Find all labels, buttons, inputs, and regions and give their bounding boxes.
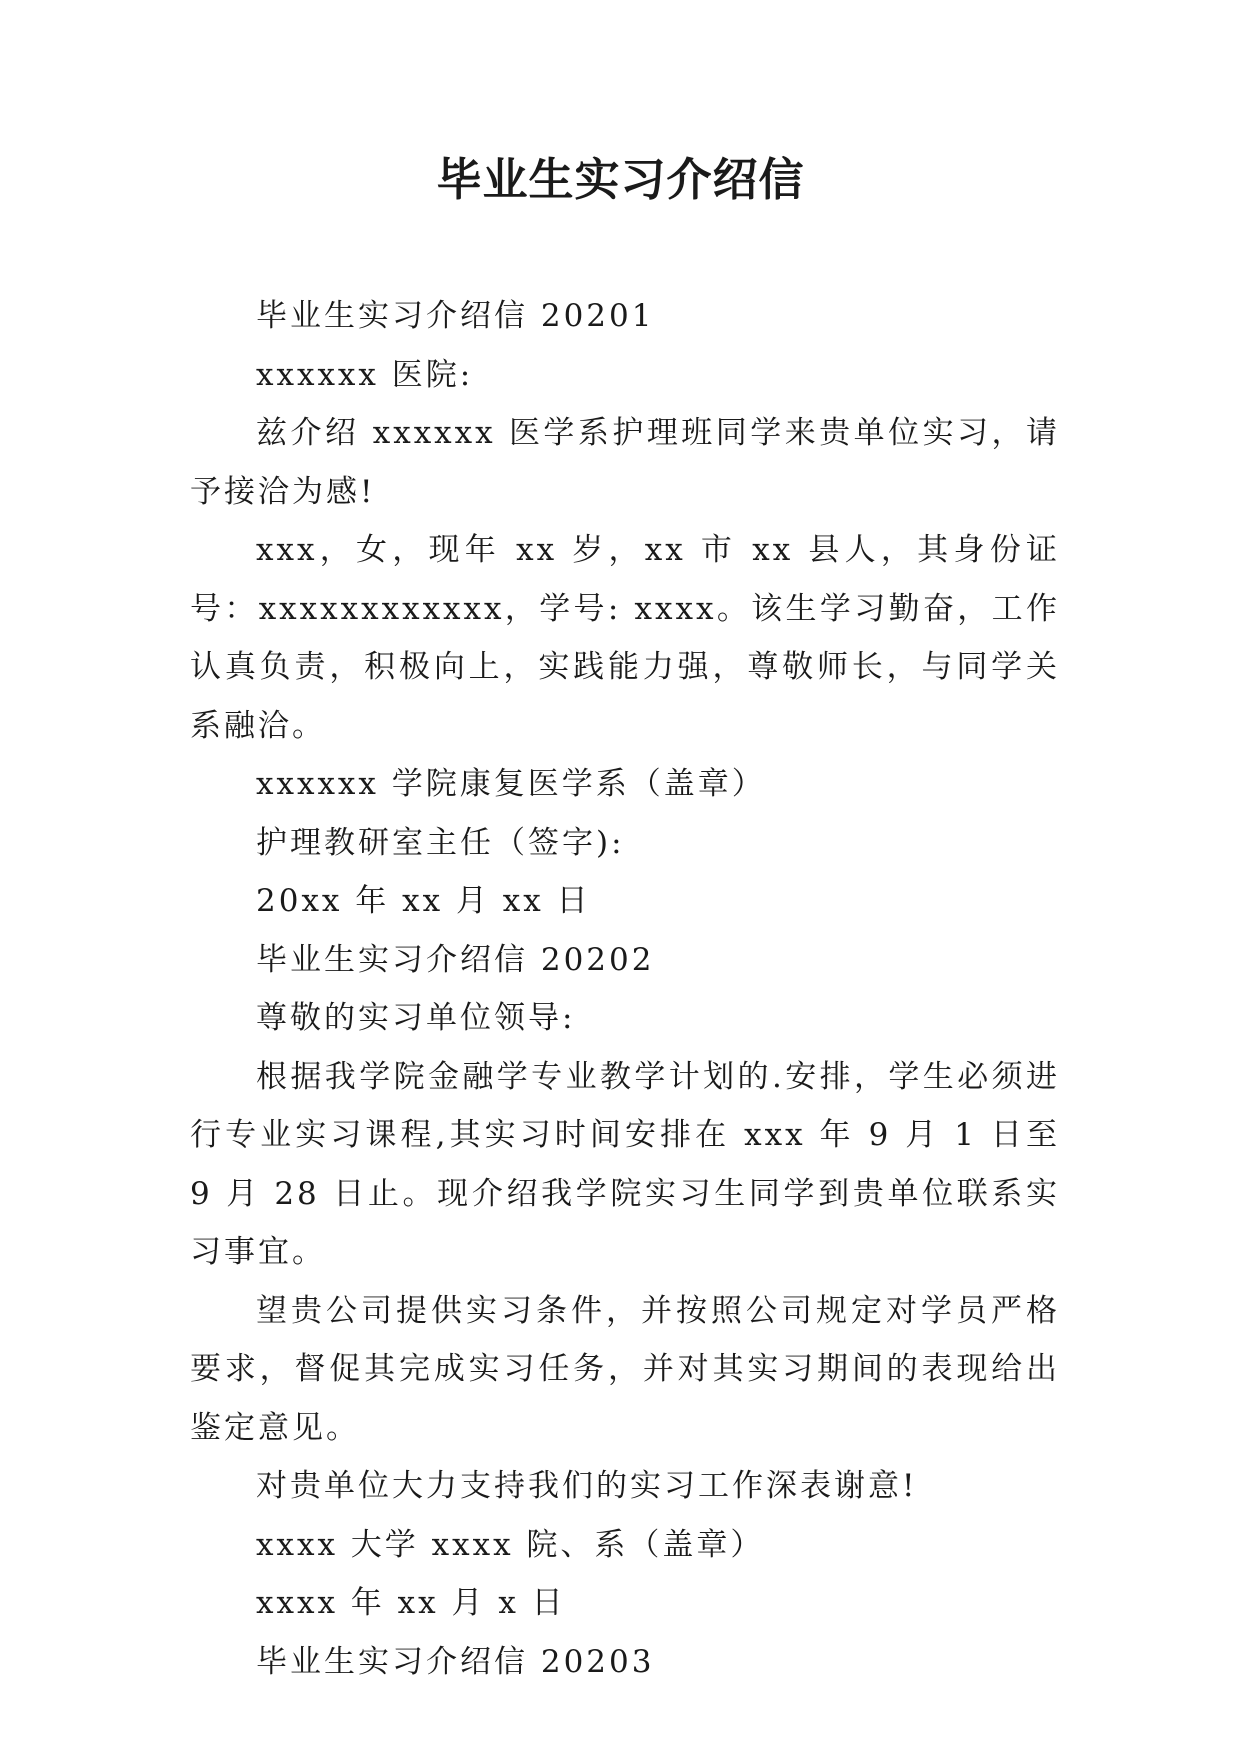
paragraph-letter-2-heading: 毕业生实习介绍信 20202 [256,941,655,978]
paragraph-request: 望贵公司提供实习条件，并按照公司规定对学员严格要求，督促其完成实习任务，并对其实习期间的表现给出鉴定意见。 [190,1292,1060,1446]
paragraph-issuer-stamp: xxxxxx 学院康复医学系（盖章） [256,766,766,802]
paragraph-signature-line: 护理教研室主任（签字): [256,824,625,861]
paragraph-internship-schedule: 根据我学院金融学专业教学计划的.安排，学生必须进行专业实习课程,其实习时间安排在 xxx 年 9 月 1 日至 9 月 28 日止。现介绍我学院实习生同学到贵单位联系实习事宜。 [190,1058,1060,1270]
paragraph-salutation: 尊敬的实习单位领导: [256,1000,576,1036]
paragraph-date-1: 20xx 年 xx 月 xx 日 [256,883,591,919]
paragraph-student-details: xxx，女，现年 xx 岁，xx 市 xx 县人，其身份证号：xxxxxxxxxxxx，学号: xxxx。该生学习勤奋，工作认真负责，积极向上，实践能力强，尊敬师长，与同学关系融洽。 [190,532,1060,744]
paragraph-date-2: xxxx 年 xx 月 x 日 [256,1585,566,1621]
paragraph-recipient-hospital: xxxxxx 医院: [256,356,474,393]
paragraph-introduction: 兹介绍 xxxxxx 医学系护理班同学来贵单位实习，请予接洽为感! [190,415,1060,510]
paragraph-letter-3-heading: 毕业生实习介绍信 20203 [256,1643,655,1680]
document-title: 毕业生实习介绍信 [436,153,805,206]
paragraph-issuer-stamp-2: xxxx 大学 xxxx 院、系（盖章） [256,1526,765,1563]
paragraph-thanks: 对贵单位大力支持我们的实习工作深表谢意! [256,1468,918,1504]
document-body [190,287,1060,1691]
paragraph-letter-1-heading: 毕业生实习介绍信 20201 [256,298,655,334]
